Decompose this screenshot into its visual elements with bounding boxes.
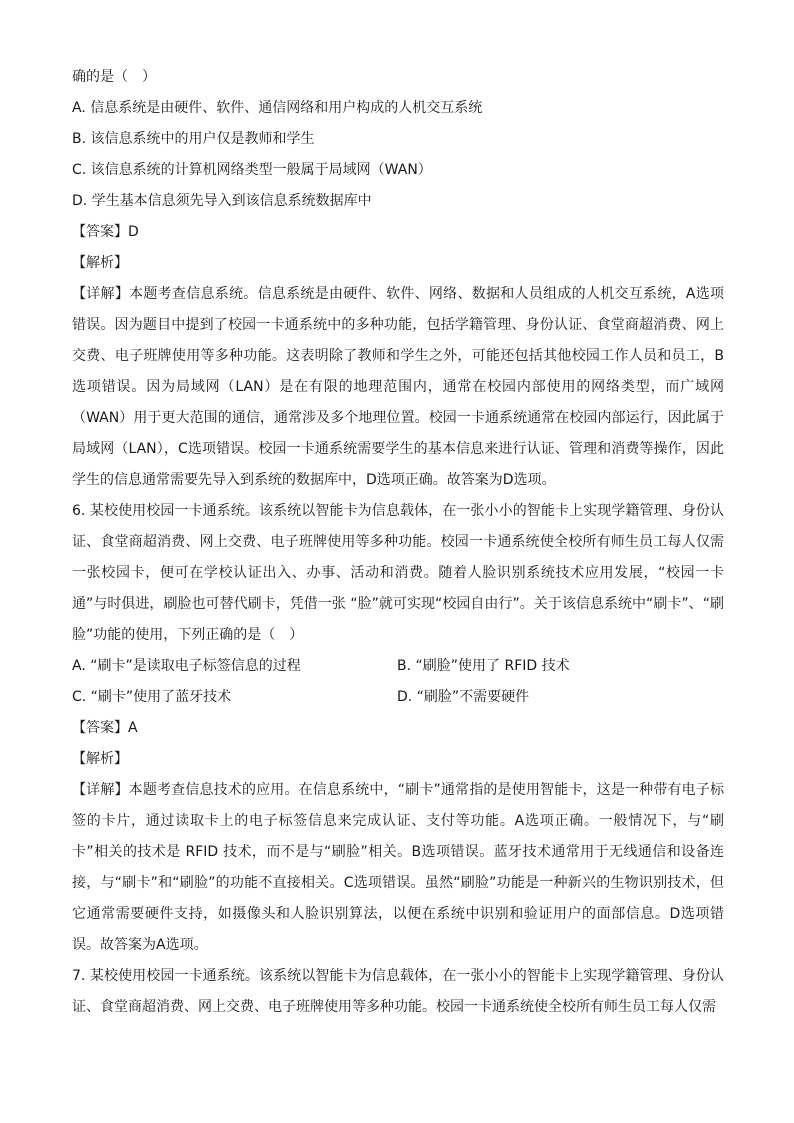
q5-detail: 【详解】本题考查信息系统。信息系统是由硬件、软件、网络、数据和人员组成的人机交互系统，A选项错误。因为题目中提到了校园一卡通系统中的多种功能，包括学籍管理、身份认证、食堂商超消费、网上交费、电子班牌使用等多种功能。这表明除了教师和学生之外，可能还包括其他校园工作人员和员工，B选项错误。因为局域网（LAN）是在有限的地理范围内，通常在校园内部使用的网络类型，而广域网（WAN）用于更大范围的通信，通常涉及多个地理位置。校园一卡通系统通常在校园内部运行，因此属于局域网（LAN），C选项错误。校园一卡通系统需要学生的基本信息来进行认证、管理和消费等操作，因此学生的信息通常需要先导入到系统的数据库中，D选项正确。故答案为D选项。 [72,286,724,488]
q5-option-a: A. 信息系统是由硬件、软件、通信网络和用户构成的人机交互系统 [72,100,483,116]
q5-option-c: C. 该信息系统的计算机网络类型一般属于局域网（WAN） [72,162,432,178]
q7-stem: 7. 某校使用校园一卡通系统。该系统以智能卡为信息载体，在一张小小的智能卡上实现学籍管理、身份认证、食堂商超消费、网上交费、电子班牌使用等多种功能。校园一卡通系统使全校所有师生员工每人仅需 [72,968,724,1015]
q6-option-b: B. “刷脸”使用了 RFID 技术 [397,658,570,674]
q5-stem-end: 确的是（ ） [72,69,156,85]
q5-option-b: B. 该信息系统中的用户仅是教师和学生 [72,131,315,147]
q6-options-row-1 [72,651,724,682]
q6-detail: 【详解】本题考查信息技术的应用。在信息系统中，“刷卡”通常指的是使用智能卡，这是一种带有电子标签的卡片，通过读取卡上的电子标签信息来完成认证、支付等功能。A选项正确。一般情况下，与“刷卡”相关的技术是 RFID 技术，而不是与“刷脸”相关。B选项错误。蓝牙技术通常用于无线通信和设备连接，与“刷卡”和“刷脸”的功能不直接相关。C选项错误。虽然“刷脸”功能是一种新兴的生物识别技术，但它通常需要硬件支持，如摄像头和人脸识别算法，以便在系统中识别和验证用户的面部信息。D选项错误。故答案为A选项。 [72,782,724,953]
q6-analysis-label: 【解析】 [72,751,128,767]
q6-option-a: A. “刷卡”是读取电子标签信息的过程 [72,658,301,674]
q6-stem: 6. 某校使用校园一卡通系统。该系统以智能卡为信息载体，在一张小小的智能卡上实现学籍管理、身份认证、食堂商超消费、网上交费、电子班牌使用等多种功能。校园一卡通系统使全校所有师生员工每人仅需一张校园卡，便可在学校认证出入、办事、活动和消费。随着人脸识别系统技术应用发展，“校园一卡通”与时俱进，刷脸也可替代刷卡，凭借一张 “脸”就可实现“校园自由行”。关于该信息系统中“刷卡”、“刷脸”功能的使用，下列正确的是（ ） [72,503,724,643]
q5-analysis-label: 【解析】 [72,255,128,271]
q6-answer: 【答案】A [72,720,138,736]
q5-answer: 【答案】D [72,224,139,240]
q6-option-c: C. “刷卡”使用了蓝牙技术 [72,689,232,705]
q6-options-row-2 [72,682,724,713]
q5-option-d: D. 学生基本信息须先导入到该信息系统数据库中 [72,193,372,209]
q6-option-d: D. “刷脸”不需要硬件 [397,689,530,705]
